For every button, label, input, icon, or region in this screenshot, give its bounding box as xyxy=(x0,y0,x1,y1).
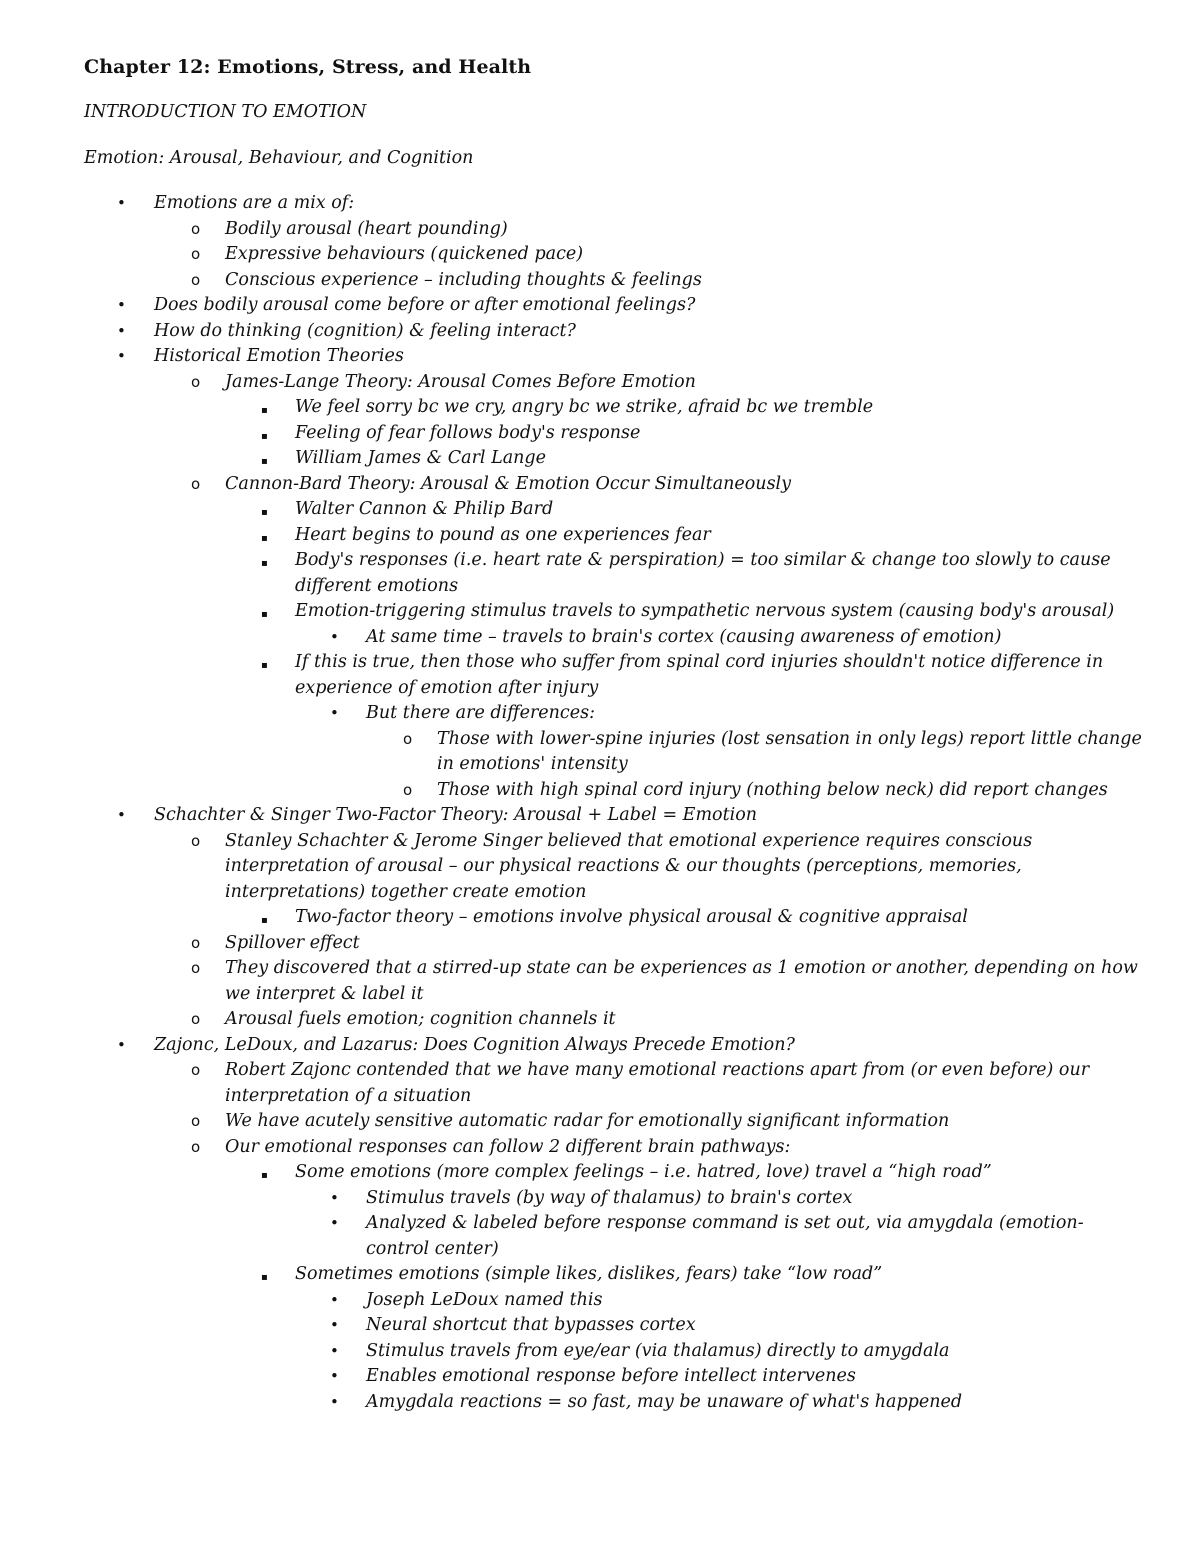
outline-item-text: Feeling of fear follows body's response xyxy=(295,422,641,443)
bullet-circle-icon: o xyxy=(403,729,413,748)
outline-item-text: Emotion-triggering stimulus travels to sympathetic nervous system (causing body's arousal) xyxy=(295,601,1115,621)
document-title: Chapter 12: Emotions, Stress, and Health xyxy=(84,56,532,78)
outline-item xyxy=(191,829,1033,906)
outline-item xyxy=(191,268,702,294)
outline-item-text: Zajonc, LeDoux, and Lazarus: Does Cognition Always Precede Emotion? xyxy=(154,1034,795,1055)
outline-item xyxy=(261,497,554,523)
outline-item-text: Emotions are a mix of: xyxy=(154,193,355,213)
outline-item-text: Bodily arousal (heart pounding) xyxy=(225,218,508,239)
bullet-circle-icon: o xyxy=(191,1010,201,1028)
outline-item xyxy=(261,1160,992,1186)
bullet-square-icon: ▪ xyxy=(261,507,268,518)
outline-item-text: At same time – travels to brain's cortex (causing awareness of emotion) xyxy=(366,626,1002,647)
outline-item-text: Historical Emotion Theories xyxy=(154,346,404,366)
outline-item-text: Spillover effect xyxy=(225,932,360,953)
bullet-circle-icon: o xyxy=(191,372,201,391)
outline-item xyxy=(261,446,546,472)
bullet-circle-icon: o xyxy=(403,780,413,799)
outline-item xyxy=(261,650,1104,701)
outline-item xyxy=(191,472,792,498)
bullet-disc-icon: • xyxy=(330,1290,339,1309)
bullet-square-icon: ▪ xyxy=(261,660,268,671)
outline-item-text: Stimulus travels from eye/ear (via thalamus) directly to amygdala xyxy=(366,1340,950,1361)
outline-item-text: Schachter & Singer Two-Factor Theory: Arousal + Label = Emotion xyxy=(154,805,758,825)
outline-item-text: interpretation of arousal – our physical reactions & our thoughts (perceptions, memories, xyxy=(225,856,1022,876)
outline-item-text: experience of emotion after injury xyxy=(295,677,599,698)
outline-item-text: If this is true, then those who suffer from spinal cord injuries shouldn't notice difference in xyxy=(295,652,1104,672)
outline-item-text: Analyzed & labeled before response command is set out, via amygdala (emotion- xyxy=(366,1213,1084,1233)
bullet-circle-icon: o xyxy=(191,474,201,493)
outline-item xyxy=(330,1390,963,1416)
bullet-square-icon: ▪ xyxy=(261,1272,268,1283)
outline-item-text: control center) xyxy=(366,1238,499,1259)
outline-item-text: They discovered that a stirred-up state can be experiences as 1 emotion or another, depending on how xyxy=(225,958,1138,978)
outline-item-text: We have acutely sensitive automatic radar for emotionally significant information xyxy=(225,1111,950,1131)
outline-item xyxy=(117,293,696,319)
bullet-circle-icon: o xyxy=(191,270,201,289)
outline-item-text: Two-factor theory – emotions involve physical arousal & cognitive appraisal xyxy=(295,907,968,927)
outline-item xyxy=(261,905,968,931)
subsection-heading: Emotion: Arousal, Behaviour, and Cognition xyxy=(84,148,474,168)
outline-item-text: James-Lange Theory: Arousal Comes Before Emotion xyxy=(225,371,696,392)
outline-item xyxy=(330,625,1002,651)
outline-item-text: Amygdala reactions = so fast, may be unaware of what's happened xyxy=(366,1391,963,1412)
outline-item-text: Joseph LeDoux named this xyxy=(366,1289,603,1310)
outline-item xyxy=(117,191,355,217)
outline-item-text: Body's responses (i.e. heart rate & perspiration) = too similar & change too slowly to cause xyxy=(295,550,1111,570)
outline-item-text: Enables emotional response before intellect intervenes xyxy=(366,1366,856,1386)
outline-item-text: Arousal fuels emotion; cognition channels it xyxy=(225,1009,616,1029)
outline-item xyxy=(191,1007,616,1033)
bullet-circle-icon: o xyxy=(191,245,201,263)
outline-item xyxy=(191,217,508,243)
outline-item xyxy=(191,956,1138,1007)
outline-item xyxy=(403,778,1108,804)
bullet-circle-icon: o xyxy=(191,219,201,238)
bullet-disc-icon: • xyxy=(330,1188,339,1207)
outline-item xyxy=(191,242,584,268)
bullet-disc-icon: • xyxy=(330,704,339,722)
bullet-square-icon: ▪ xyxy=(261,532,268,544)
outline-item xyxy=(117,344,404,370)
outline-item xyxy=(403,727,1142,778)
outline-item xyxy=(330,1313,696,1339)
bullet-square-icon: ▪ xyxy=(261,430,268,442)
outline-item xyxy=(261,548,1111,599)
bullet-disc-icon: • xyxy=(330,1392,339,1411)
outline-item-text: interpretation of a situation xyxy=(225,1085,472,1106)
outline-item-text: Sometimes emotions (simple likes, dislikes, fears) take “low road” xyxy=(295,1264,883,1284)
outline-item-text: we interpret & label it xyxy=(225,983,424,1004)
outline-item xyxy=(330,701,595,727)
outline-item xyxy=(330,1364,856,1390)
outline-item-text: Robert Zajonc contended that we have many emotional reactions apart from (or even before) our xyxy=(225,1060,1090,1080)
bullet-square-icon: ▪ xyxy=(261,1170,268,1181)
bullet-circle-icon: o xyxy=(191,1061,201,1079)
outline-item-text: Stanley Schachter & Jerome Singer believed that emotional experience requires conscious xyxy=(225,830,1033,851)
outline-item xyxy=(191,1135,791,1161)
bullet-circle-icon: o xyxy=(191,959,201,977)
outline-item-text: Some emotions (more complex feelings – i.e. hatred, love) travel a “high road” xyxy=(295,1162,992,1182)
outline-item-text: How do thinking (cognition) & feeling interact? xyxy=(154,320,576,341)
outline-item-text: Expressive behaviours (quickened pace) xyxy=(225,244,584,264)
outline-item xyxy=(117,803,758,829)
bullet-square-icon: ▪ xyxy=(261,405,268,416)
section-heading: INTRODUCTION TO EMOTION xyxy=(84,102,367,122)
outline-item xyxy=(261,523,711,549)
bullet-disc-icon: • xyxy=(117,806,126,824)
bullet-disc-icon: • xyxy=(117,321,126,340)
outline-item-text: Stimulus travels (by way of thalamus) to brain's cortex xyxy=(366,1187,853,1208)
outline-item xyxy=(117,1033,795,1059)
bullet-square-icon: ▪ xyxy=(261,915,268,926)
outline-item-text: We feel sorry bc we cry, angry bc we strike, afraid bc we tremble xyxy=(295,397,874,417)
bullet-disc-icon: • xyxy=(330,1367,339,1385)
bullet-disc-icon: • xyxy=(330,1316,339,1334)
bullet-circle-icon: o xyxy=(191,1112,201,1130)
outline-item xyxy=(191,1109,950,1135)
bullet-disc-icon: • xyxy=(117,194,126,212)
bullet-square-icon: ▪ xyxy=(261,609,268,620)
outline-item-text: Walter Cannon & Philip Bard xyxy=(295,499,554,519)
outline-item-text: Those with lower-spine injuries (lost sensation in only legs) report little change xyxy=(437,728,1142,749)
outline-item-text: Cannon-Bard Theory: Arousal & Emotion Occur Simultaneously xyxy=(225,473,792,494)
outline-item xyxy=(261,599,1115,625)
bullet-disc-icon: • xyxy=(330,627,339,646)
outline-item-text: in emotions' intensity xyxy=(437,754,628,774)
bullet-square-icon: ▪ xyxy=(261,558,268,569)
bullet-disc-icon: • xyxy=(117,347,126,365)
outline-item-text: Neural shortcut that bypasses cortex xyxy=(366,1315,696,1335)
outline-item xyxy=(330,1339,950,1365)
outline-item xyxy=(261,395,874,421)
bullet-square-icon: ▪ xyxy=(261,456,268,467)
outline-item xyxy=(330,1186,853,1212)
bullet-disc-icon: • xyxy=(330,1341,339,1360)
outline-item xyxy=(261,1262,883,1288)
outline-item xyxy=(330,1288,603,1314)
outline-item xyxy=(191,931,360,957)
outline-item-text: Conscious experience – including thoughts & feelings xyxy=(225,269,702,290)
bullet-disc-icon: • xyxy=(117,296,126,314)
outline-item-text: Our emotional responses can follow 2 different brain pathways: xyxy=(225,1136,791,1157)
bullet-circle-icon: o xyxy=(191,1137,201,1156)
bullet-circle-icon: o xyxy=(191,831,201,850)
outline-item-text: interpretations) together create emotion xyxy=(225,881,587,902)
outline-item xyxy=(191,370,696,396)
bullet-disc-icon: • xyxy=(330,1214,339,1232)
bullet-disc-icon: • xyxy=(117,1035,126,1054)
outline-item-text: Does bodily arousal come before or after emotional feelings? xyxy=(154,295,696,315)
outline-item-text: Those with high spinal cord injury (nothing below neck) did report changes xyxy=(437,779,1108,800)
outline-item xyxy=(330,1211,1084,1262)
outline-item-text: Heart begins to pound as one experiences fear xyxy=(295,524,711,545)
outline-item-text: But there are differences: xyxy=(366,703,595,723)
outline-item-text: William James & Carl Lange xyxy=(295,448,546,468)
outline-item-text: different emotions xyxy=(295,575,459,596)
bullet-circle-icon: o xyxy=(191,933,201,952)
outline-item xyxy=(261,421,641,447)
outline-item xyxy=(191,1058,1090,1109)
outline-item xyxy=(117,319,576,345)
